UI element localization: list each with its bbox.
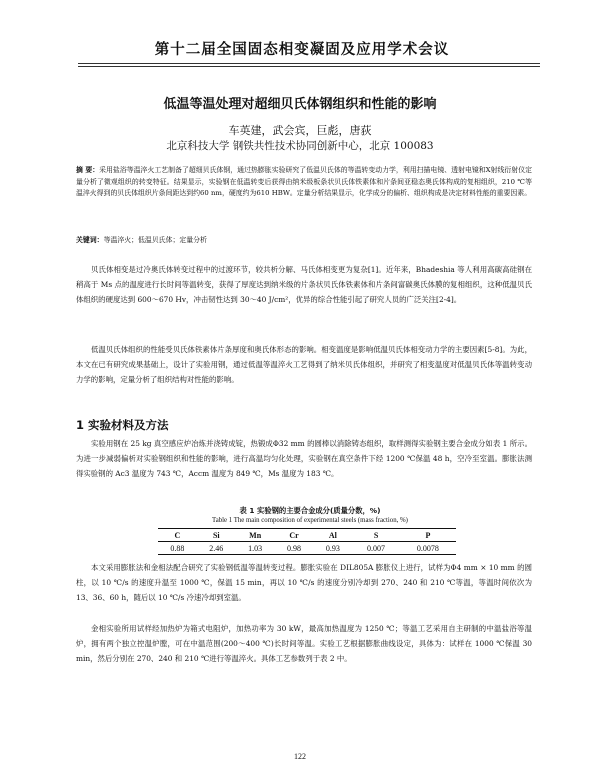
paper-authors: 车英建，武会宾，巨彪，唐荻 xyxy=(228,124,372,137)
keywords xyxy=(76,235,532,245)
abstract-text: 采用盐浴等温淬火工艺制备了超细贝氏体钢，通过热膨胀实验研究了低温贝氏体的等温转变动力学，利用扫描电镜、透射电镜和X射线衍射仪定量分析了微观组织的转变特征。结果显示，实验钢在低温转变后获得由纳米级板条状贝氏体铁素体和片条间亚稳态奥氏体构成的复相组织，210 ℃等温淬火得到的贝氏体组织片条间距达到约60 nm，硬度约为610 HBW。定量分析结果显示，化学成分的偏析、组织构成是决定材料性能的重要因素。 xyxy=(76,166,532,198)
paper-affiliation: 北京科技大学 钢铁共性技术协同创新中心，北京 100083 xyxy=(166,140,434,152)
table-cell: 1.03 xyxy=(248,543,263,553)
page-number: 122 xyxy=(294,752,306,761)
table-header-cell: Mn xyxy=(236,529,275,542)
intro-paragraph-2: 低温贝氏体组织的性能受贝氏体铁素体片条厚度和奥氏体形态的影响。相变温度是影响低温贝氏体相变动力学的主要因素[5-8]。为此，本文在已有研究成果基础上，设计了实验用钢，通过低温等温淬火工艺得到了纳米贝氏体组织，并研究了相变温度对低温贝氏体等温转变动力学的影响，定量分析了组织结构对性能的影响。 xyxy=(76,345,532,384)
table-header-cell: Cr xyxy=(275,529,314,542)
table-cell: 0.007 xyxy=(367,543,386,553)
abstract xyxy=(76,165,532,200)
keywords-label: 关键词： xyxy=(76,236,104,244)
table-cell: 2.46 xyxy=(209,543,224,553)
table-header-cell: S xyxy=(352,529,400,542)
methods-paragraph-1: 实验用钢在 25 kg 真空感应炉冶炼并浇铸成锭，热锻成Φ32 mm 的圆棒以消除铸态组织，取样测得实验钢主要合金成分如表 1 所示。为进一步减弱偏析对实验钢组织和性能的影响，进行高温均匀化处理，实验钢在真空条件下经 1200 ℃保温 48 h，空冷至室温。膨胀法测得实验钢的 Ac3 温度为 743 ℃，Accm 温度为 849 ℃，Ms 温度为 183 ℃。 xyxy=(76,439,532,478)
keywords-text: 等温淬火；低温贝氏体；定量分析 xyxy=(103,236,207,244)
table-header-cell: Al xyxy=(313,529,352,542)
section-heading-1: 1 实验材料及方法 xyxy=(76,418,169,432)
composition-table xyxy=(158,528,456,555)
header-rule-bottom xyxy=(78,66,540,67)
methods-paragraph-2: 本文采用膨胀法和金相法配合研究了实验钢低温等温转变过程。膨胀实验在 DIL805A 膨胀仪上进行，试样为Φ4 mm × 10 mm 的圆柱，以 10 ℃/s 的速度升温至 1000 ℃，保温 15 min，再以 10 ℃/s 的速度分别冷却到 270、240 和 210 ℃等温，等温时间依次为 13、36、60 h，随后以 10 ℃/s 冷速冷却到室温。 xyxy=(76,563,532,602)
table-header-cell: P xyxy=(400,529,456,542)
table-header-cell: Si xyxy=(197,529,236,542)
table-header-row xyxy=(158,529,456,542)
table-cell: 0.0078 xyxy=(416,543,439,553)
table-cell: 0.93 xyxy=(325,543,340,553)
table-header-cell: C xyxy=(158,529,197,542)
table-row xyxy=(158,542,456,555)
methods-paragraph-3: 金相实验所用试样经加热炉为箱式电阻炉，加热功率为 30 kW，最高加热温度为 1250 ℃；等温工艺采用自主研制的中温盐浴等温炉，拥有两个独立控温炉膛，可在中温范围(200～400 ℃)长时间等温。实验工艺根据膨胀曲线设定，具体为：试样在 1000 ℃保温 30 min，然后分别在 270、240 和 210 ℃进行等温淬火。具体工艺参数列于表 2 中。 xyxy=(76,624,532,663)
table-caption-cn: 表 1 实验钢的主要合金成分(质量分数，%) xyxy=(239,506,381,515)
table-cell: 0.88 xyxy=(170,543,185,553)
table-cell: 0.98 xyxy=(287,543,301,553)
abstract-label: 摘 要： xyxy=(76,166,100,174)
header-rule-top xyxy=(78,63,540,64)
table-caption-en: Table 1 The main composition of experimental steels (mass fraction, %) xyxy=(212,517,408,524)
intro-paragraph-1: 贝氏体相变是过冷奥氏体转变过程中的过渡环节，较共析分解、马氏体相变更为复杂[1]。近年来，Bhadeshia 等人利用高碳高硅钢在稍高于 Ms 点的温度进行长时间等温转变，获得了厚度达到纳米级的片条状贝氏体铁素体和片条间富碳奥氏体膜的复相组织，这种低温贝氏体组织的硬度达到 600～670 Hv，冲击韧性达到 30～40 J/cm²，优异的综合性能引起了研究人员的广泛关注[2-4]。 xyxy=(76,265,532,304)
conference-header: 第十二届全国固态相变凝固及应用学术会议 xyxy=(154,42,450,58)
paper-title: 低温等温处理对超细贝氏体钢组织和性能的影响 xyxy=(163,97,437,112)
